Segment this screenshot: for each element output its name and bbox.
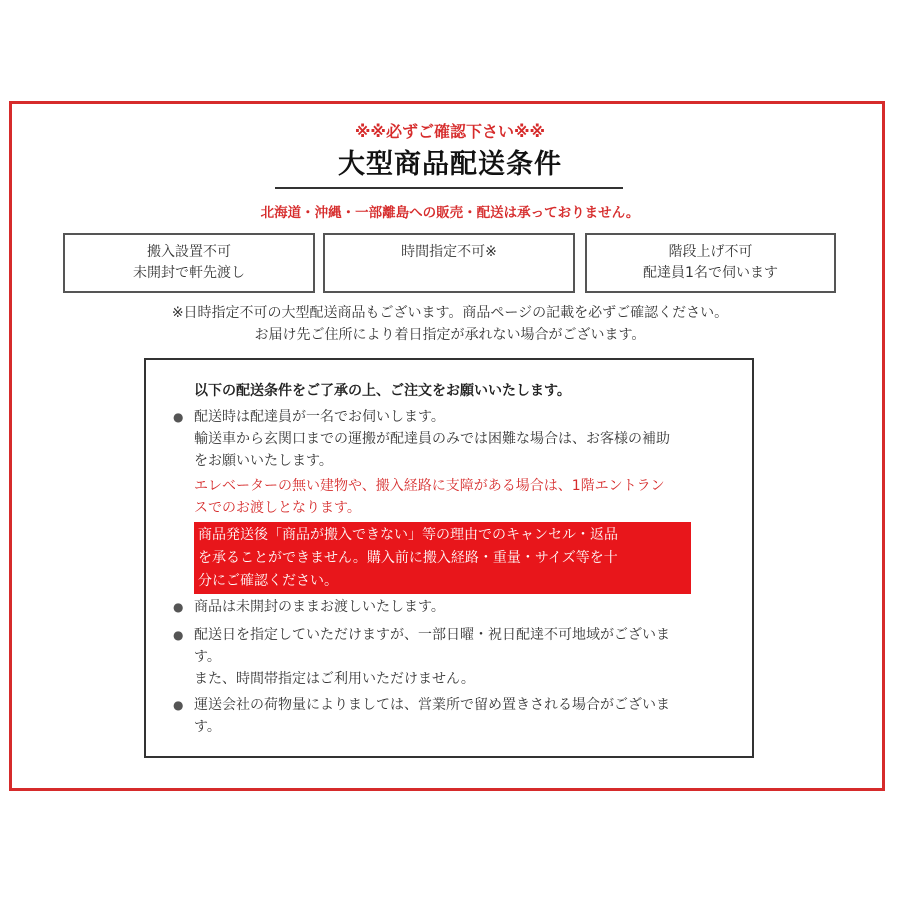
condition-text: 配送時は配達員が一名でお伺いします。 — [194, 409, 445, 425]
condition-text: また、時間帯指定はご利用いただけません。 — [194, 671, 475, 687]
condition-title: 時間指定不可※ — [401, 244, 497, 260]
delivery-conditions-box — [144, 358, 754, 758]
title-divider — [275, 187, 623, 189]
conditions-heading: 以下の配送条件をご了承の上、ご注文をお願いいたします。 — [194, 383, 571, 399]
notice-heading: ※※必ずご確認下さい※※ — [354, 122, 546, 141]
bullet-icon: ● — [173, 628, 184, 642]
bullet-icon: ● — [173, 698, 184, 712]
warning-text: 商品発送後「商品が搬入できない」等の理由でのキャンセル・返品 — [198, 527, 618, 543]
condition-text: 輸送車から玄関口までの運搬が配達員のみでは困難な場合は、お客様の補助 — [194, 431, 670, 447]
condition-box-no-installation — [63, 233, 315, 293]
condition-text: 商品は未開封のままお渡しいたします。 — [194, 599, 445, 615]
caution-line: ※日時指定不可の大型配送商品もございます。商品ページの記載を必ずご確認ください。 — [171, 305, 729, 321]
condition-text: す。 — [194, 649, 221, 665]
condition-detail: 未開封で軒先渡し — [133, 265, 245, 281]
condition-text: をお願いいたします。 — [194, 453, 333, 469]
cancellation-warning-block — [194, 522, 691, 594]
warning-text: 分にご確認ください。 — [198, 573, 338, 589]
condition-warning-text: スでのお渡しとなります。 — [194, 500, 361, 516]
warning-text: を承ることができません。購入前に搬入経路・重量・サイズ等を十 — [198, 550, 618, 566]
bullet-icon: ● — [173, 410, 184, 424]
condition-text: 運送会社の荷物量によりましては、営業所で留め置きされる場合がございま — [194, 697, 670, 713]
condition-text: 配送日を指定していただけますが、一部日曜・祝日配達不可地域がございま — [194, 627, 670, 643]
condition-warning-text: エレベーターの無い建物や、搬入経路に支障がある場合は、1階エントラン — [194, 478, 665, 494]
area-restriction-notice: 北海道・沖縄・一部離島への販売・配送は承っておりません。 — [260, 205, 640, 221]
caution-note — [0, 302, 900, 346]
condition-title: 階段上げ不可 — [668, 244, 753, 260]
condition-detail: 配達員1名で伺います — [643, 265, 778, 281]
bullet-icon: ● — [173, 600, 184, 614]
condition-text: す。 — [194, 719, 221, 735]
condition-box-no-time — [323, 233, 575, 293]
caution-line: お届け先ご住所により着日指定が承れない場合がございます。 — [254, 327, 646, 343]
condition-box-no-stairs — [585, 233, 836, 293]
page-title: 大型商品配送条件 — [338, 149, 562, 180]
condition-title: 搬入設置不可 — [147, 244, 231, 260]
